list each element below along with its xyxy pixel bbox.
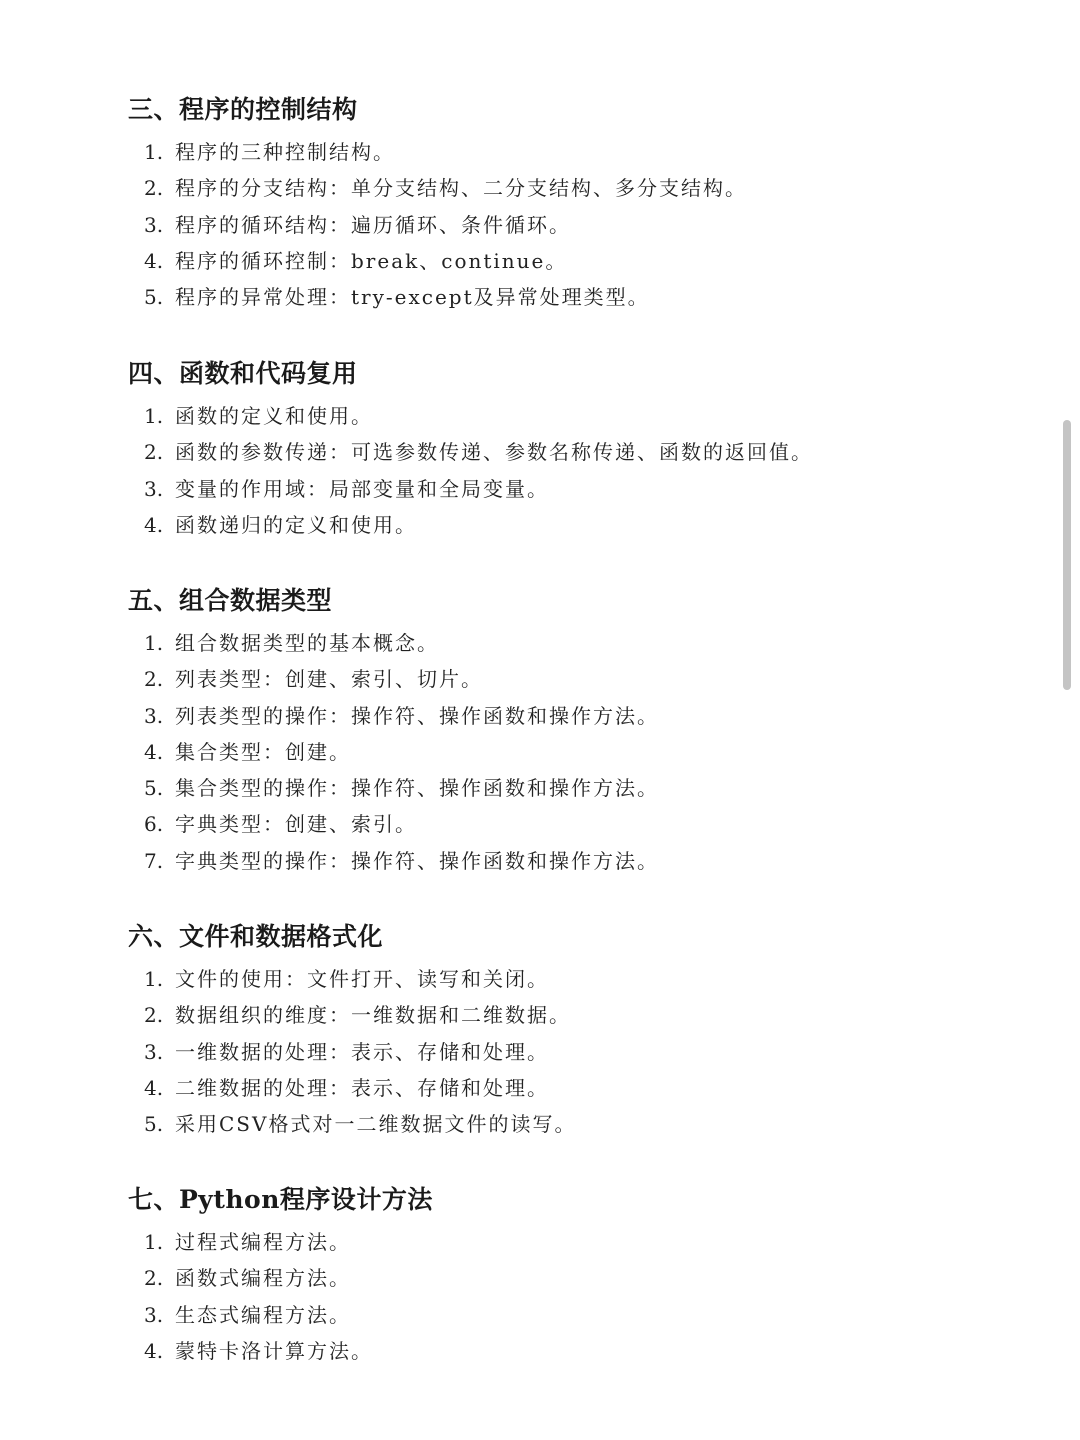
section-item-list xyxy=(144,1224,373,1369)
list-item xyxy=(144,1070,576,1106)
item-number: 4. xyxy=(144,1338,164,1363)
item-number: 2. xyxy=(144,176,164,201)
item-text: 函数的参数传递：可选参数传递、参数名称传递、函数的返回值。 xyxy=(175,440,813,465)
list-item xyxy=(144,471,813,507)
item-number: 1. xyxy=(144,1230,164,1254)
item-text: 程序的循环控制：break、continue。 xyxy=(175,248,568,273)
item-text: 组合数据类型的基本概念。 xyxy=(175,631,439,655)
item-number: 7. xyxy=(144,848,164,873)
list-item xyxy=(144,997,576,1033)
item-number: 3. xyxy=(144,1302,164,1327)
section-item-list xyxy=(144,625,659,879)
list-item xyxy=(144,1106,576,1142)
item-number: 5. xyxy=(144,776,164,801)
item-text: 程序的异常处理：try-except及异常处理类型。 xyxy=(175,285,650,310)
section-python-design-methods xyxy=(128,1183,1028,1363)
item-text: 变量的作用域：局部变量和全局变量。 xyxy=(175,476,549,501)
section-title: 四、函数和代码复用 xyxy=(128,359,358,388)
item-text: 函数递归的定义和使用。 xyxy=(175,512,417,537)
item-text: 列表类型：创建、索引、切片。 xyxy=(175,667,483,692)
section-title: 三、程序的控制结构 xyxy=(128,95,358,124)
section-files-and-data-formatting xyxy=(128,920,1028,1137)
item-text: 列表类型的操作：操作符、操作函数和操作方法。 xyxy=(175,703,659,728)
section-control-structure xyxy=(128,93,1028,310)
list-item xyxy=(144,1260,373,1296)
item-number: 2. xyxy=(144,667,164,692)
list-item xyxy=(144,398,813,434)
item-number: 1. xyxy=(144,140,164,164)
item-text: 函数式编程方法。 xyxy=(175,1266,351,1291)
list-item xyxy=(144,243,747,279)
item-text: 字典类型的操作：操作符、操作函数和操作方法。 xyxy=(175,848,659,873)
list-item xyxy=(144,661,659,697)
item-number: 2. xyxy=(144,1003,164,1028)
item-number: 3. xyxy=(144,703,164,728)
item-text: 蒙特卡洛计算方法。 xyxy=(175,1338,373,1363)
list-item xyxy=(144,843,659,879)
item-number: 5. xyxy=(144,1112,164,1137)
list-item xyxy=(144,1333,373,1369)
list-item xyxy=(144,698,659,734)
list-item xyxy=(144,434,813,470)
list-item xyxy=(144,134,747,170)
section-item-list xyxy=(144,398,813,543)
list-item xyxy=(144,806,659,842)
list-item xyxy=(144,207,747,243)
item-text: 集合类型的操作：操作符、操作函数和操作方法。 xyxy=(175,776,659,801)
list-item xyxy=(144,625,659,661)
item-number: 1. xyxy=(144,967,164,991)
list-item xyxy=(144,507,813,543)
section-title: 六、文件和数据格式化 xyxy=(128,922,384,951)
item-number: 4. xyxy=(144,1075,164,1100)
item-number: 3. xyxy=(144,1039,164,1064)
item-text: 程序的三种控制结构。 xyxy=(175,140,395,164)
scrollbar-thumb[interactable] xyxy=(1063,420,1071,690)
item-text: 程序的循环结构：遍历循环、条件循环。 xyxy=(175,212,571,237)
item-number: 4. xyxy=(144,739,164,764)
list-item xyxy=(144,279,747,315)
item-number: 3. xyxy=(144,212,164,237)
item-number: 1. xyxy=(144,404,164,428)
section-title: 七、Python程序设计方法 xyxy=(128,1185,433,1214)
item-number: 6. xyxy=(144,812,164,837)
item-text: 一维数据的处理：表示、存储和处理。 xyxy=(175,1039,549,1064)
section-item-list xyxy=(144,961,576,1142)
item-number: 4. xyxy=(144,512,164,537)
item-number: 5. xyxy=(144,285,164,310)
vertical-scrollbar[interactable] xyxy=(1060,0,1074,1440)
list-item xyxy=(144,734,659,770)
list-item xyxy=(144,1034,576,1070)
list-item xyxy=(144,961,576,997)
list-item xyxy=(144,170,747,206)
item-text: 二维数据的处理：表示、存储和处理。 xyxy=(175,1075,549,1100)
list-item xyxy=(144,1224,373,1260)
list-item xyxy=(144,1297,373,1333)
item-number: 1. xyxy=(144,631,164,655)
item-number: 4. xyxy=(144,248,164,273)
item-number: 2. xyxy=(144,1266,164,1291)
item-text: 函数的定义和使用。 xyxy=(175,404,373,428)
item-text: 文件的使用：文件打开、读写和关闭。 xyxy=(175,967,549,991)
item-text: 集合类型：创建。 xyxy=(175,739,351,764)
item-number: 2. xyxy=(144,440,164,465)
item-text: 采用CSV格式对一二维数据文件的读写。 xyxy=(175,1112,577,1137)
section-title: 五、组合数据类型 xyxy=(128,586,333,615)
item-text: 数据组织的维度：一维数据和二维数据。 xyxy=(175,1003,571,1028)
item-text: 生态式编程方法。 xyxy=(175,1302,351,1327)
item-text: 字典类型：创建、索引。 xyxy=(175,812,417,837)
item-text: 程序的分支结构：单分支结构、二分支结构、多分支结构。 xyxy=(175,176,747,201)
item-number: 3. xyxy=(144,476,164,501)
section-item-list xyxy=(144,134,747,315)
list-item xyxy=(144,770,659,806)
item-text: 过程式编程方法。 xyxy=(175,1230,351,1254)
section-functions xyxy=(128,357,1028,537)
section-composite-data-types xyxy=(128,584,1028,873)
